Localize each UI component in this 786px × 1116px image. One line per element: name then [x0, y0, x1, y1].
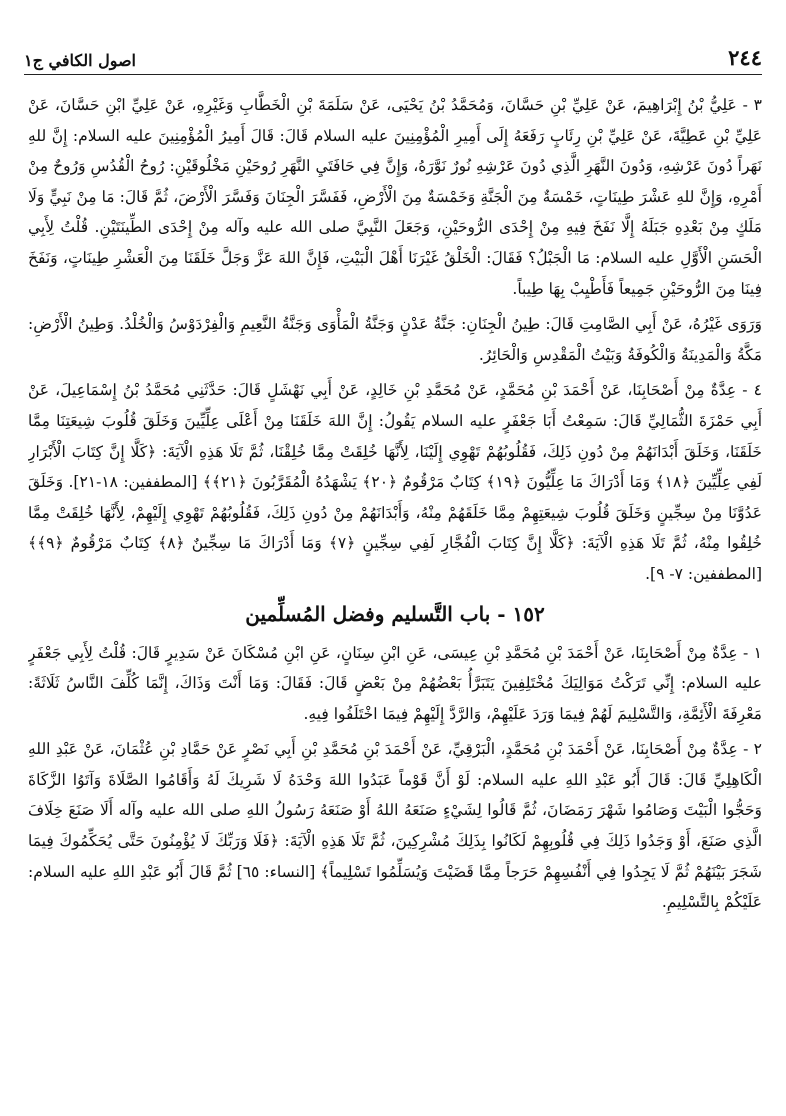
book-title: اصول الكافي ج١ — [24, 51, 136, 70]
narration-paragraph: وَرَوَى غَيْرُهُ، عَنْ أَبِي الصَّامِتِ قَالَ: طِينُ الْجِنَانِ: جَنَّةُ عَدْنٍ وَجَنَّةُ الْمَأْوَى وَجَنَّةُ النَّعِيمِ وَالْفِرْدَوْسُ وَالْخُلْدُ. وَطِينُ الْأَرْضِ: مَكَّةُ وَالْمَدِينَةُ وَالْكُوفَةُ وَبَيْتُ الْمَقْدِسِ وَالْحَائِرُ. — [28, 315, 762, 364]
chapter-hadith-2: ٢ - عِدَّةٌ مِنْ أَصْحَابِنَا، عَنْ أَحْمَدَ بْنِ مُحَمَّدٍ، الْبَرْقِيِّ، عَنْ أَحْمَدَ بْنِ مُحَمَّدِ بْنِ أَبِي نَصْرٍ عَنْ حَمَّادِ بْنِ عُثْمَانَ، عَنْ عَبْدِ اللهِ الْكَاهِلِيِّ قَالَ: قَالَ أَبُو عَبْدِ اللهِ عليه السلام: لَوْ أَنَّ قَوْماً عَبَدُوا اللهَ وَحْدَهُ لَا شَرِيكَ لَهُ وَأَقَامُوا الصَّلَاةَ وَآتَوُا الزَّكَاةَ وَحَجُّوا الْبَيْتَ وَصَامُوا شَهْرَ رَمَضَانَ، ثُمَّ قَالُوا لِشَيْءٍ صَنَعَهُ اللهُ أَوْ صَنَعَهُ رَسُولُ اللهِ صلى الله عليه وآله أَلَا صَنَعَ خِلَافَ الَّذِي صَنَعَ، أَوْ وَجَدُوا ذَلِكَ فِي قُلُوبِهِمْ لَكَانُوا بِذَلِكَ مُشْرِكِينَ، ثُمَّ تَلَا هَذِهِ الْآيَةَ: ﴿فَلَا وَرَبِّكَ لَا يُؤْمِنُونَ حَتَّى يُحَكِّمُوكَ فِيمَا شَجَرَ بَيْنَهُمْ ثُمَّ لَا يَجِدُوا فِي أَنْفُسِهِمْ حَرَجاً مِمَّا قَضَيْتَ وَيُسَلِّمُوا تَسْلِيماً﴾ [النساء: ٦٥] ثُمَّ قَالَ أَبُو عَبْدِ اللهِ عليه السلام: عَلَيْكُمْ بِالتَّسْلِيمِ. — [28, 740, 762, 912]
chapter-hadith-1: ١ - عِدَّةٌ مِنْ أَصْحَابِنَا، عَنْ أَحْمَدَ بْنِ مُحَمَّدِ بْنِ عِيسَى، عَنِ ابْنِ سِنَانٍ، عَنِ ابْنِ مُسْكَانَ عَنْ سَدِيرٍ قَالَ: قُلْتُ لِأَبِي جَعْفَرٍ عليه السلام: إِنِّي تَرَكْتُ مَوَالِيَكَ مُخْتَلِفِينَ يَتَبَرَّأُ بَعْضُهُمْ مِنْ بَعْضٍ قَالَ: فَقَالَ: وَمَا أَنْتَ وَذَاكَ، إِنَّمَا كُلِّفَ النَّاسُ ثَلَاثَةً: مَعْرِفَةَ الْأَئِمَّةِ، وَالتَّسْلِيمَ لَهُمْ فِيمَا وَرَدَ عَلَيْهِمْ، وَالرَّدَّ إِلَيْهِمْ فِيمَا اخْتَلَفُوا فِيهِ. — [28, 643, 762, 723]
page-body — [28, 90, 762, 1096]
chapter-heading: ١٥٢ - باب التَّسليم وفضل المُسلِّمين — [245, 601, 545, 626]
hadith-paragraph-4: ٤ - عِدَّةٌ مِنْ أَصْحَابِنَا، عَنْ أَحْمَدَ بْنِ مُحَمَّدٍ، عَنْ مُحَمَّدِ بْنِ خَالِدٍ، عَنْ أَبِي نَهْشَلٍ قَالَ: حَدَّثَنِي مُحَمَّدُ بْنُ إِسْمَاعِيلَ، عَنْ أَبِي حَمْزَةَ الثُّمَالِيِّ قَالَ: سَمِعْتُ أَبَا جَعْفَرٍ عليه السلام يَقُولُ: إِنَّ اللهَ خَلَقَنَا مِنْ أَعْلَى عِلِّيِّينَ وَخَلَقَ قُلُوبَ شِيعَتِنَا مِمَّا خَلَقَنَا، وَخَلَقَ أَبْدَانَهُمْ مِنْ دُونِ ذَلِكَ، فَقُلُوبُهُمْ تَهْوِي إِلَيْنَا، لِأَنَّهَا خُلِقَتْ مِمَّا خُلِقْنَا، ثُمَّ تَلَا هَذِهِ الْآيَةَ: ﴿كَلَّا إِنَّ كِتَابَ الْأَبْرَارِ لَفِي عِلِّيِّينَ ﴿١٨﴾ وَمَا أَدْرَاكَ مَا عِلِّيُّونَ ﴿١٩﴾ كِتَابٌ مَرْقُومٌ ﴿٢٠﴾ يَشْهَدُهُ الْمُقَرَّبُونَ ﴿٢١﴾﴾ [المطففين: ١٨-٢١]. وَخَلَقَ عَدُوَّنَا مِنْ سِجِّينٍ وَخَلَقَ قُلُوبَ شِيعَتِهِمْ مِمَّا خَلَقَهُمْ مِنْهُ، وَأَبْدَانَهُمْ مِنْ دُونِ ذَلِكَ، فَقُلُوبُهُمْ تَهْوِي إِلَيْهِمْ، لِأَنَّهَا خُلِقَتْ مِمَّا خُلِقُوا مِنْهُ، ثُمَّ تَلَا هَذِهِ الْآيَةَ: ﴿كَلَّا إِنَّ كِتَابَ الْفُجَّارِ لَفِي سِجِّينٍ ﴿٧﴾ وَمَا أَدْرَاكَ مَا سِجِّينٌ ﴿٨﴾ كِتَابٌ مَرْقُومٌ ﴿٩﴾﴾ [المطففين: ٧- ٩]. — [28, 381, 762, 583]
page-header — [24, 34, 762, 75]
hadith-paragraph-3: ٣ - عَلِيُّ بْنُ إِبْرَاهِيمَ، عَنْ عَلِيِّ بْنِ حَسَّانَ، وَمُحَمَّدُ بْنُ يَحْيَى، عَنْ سَلَمَةَ بْنِ الْخَطَّابِ وَغَيْرِهِ، عَنْ عَلِيِّ ابْنِ حَسَّانَ، عَنْ عَلِيِّ بْنِ عَطِيَّةَ، عَنْ عَلِيِّ بْنِ رِئَابٍ رَفَعَهُ إِلَى أَمِيرِ الْمُؤْمِنِينَ عليه السلام قَالَ: قَالَ أَمِيرُ الْمُؤْمِنِينَ عليه السلام: إِنَّ للهِ نَهَراً دُونَ عَرْشِهِ، وَدُونَ النَّهَرِ الَّذِي دُونَ عَرْشِهِ نُورٌ نَوَّرَهُ، وَإِنَّ فِي حَافَتَيِ النَّهَرِ رُوحَيْنِ مَخْلُوقَيْنِ: رُوحُ الْقُدُسِ وَرُوحٌ مِنْ أَمْرِهِ، وَإِنَّ للهِ عَشْرَ طِينَاتٍ، خَمْسَةٌ مِنَ الْجَنَّةِ وَخَمْسَةٌ مِنَ الْأَرْضِ، فَفَسَّرَ الْجِنَانَ وَفَسَّرَ الْأَرْضَ، ثُمَّ قَالَ: مَا مِنْ نَبِيٍّ وَلَا مَلَكٍ مِنْ بَعْدِهِ جَبَلَهُ إِلَّا نَفَخَ فِيهِ مِنْ إِحْدَى الرُّوحَيْنِ، وَجَعَلَ النَّبِيَّ صلى الله عليه وآله مِنْ إِحْدَى الطِّينَتَيْنِ. قُلْتُ لِأَبِي الْحَسَنِ الْأَوَّلِ عليه السلام: مَا الْجَبْلُ؟ فَقَالَ: الْخَلْقُ غَيْرَنَا أَهْلَ الْبَيْتِ، فَإِنَّ اللهَ عَزَّ وَجَلَّ خَلَقَنَا مِنَ الْعَشْرِ طِينَاتٍ، وَنَفَخَ فِينَا مِنَ الرُّوحَيْنِ جَمِيعاً فَأَطْيِبْ بِهَا طِيباً. — [28, 96, 762, 298]
page-number: ٢٤٤ — [728, 45, 762, 70]
